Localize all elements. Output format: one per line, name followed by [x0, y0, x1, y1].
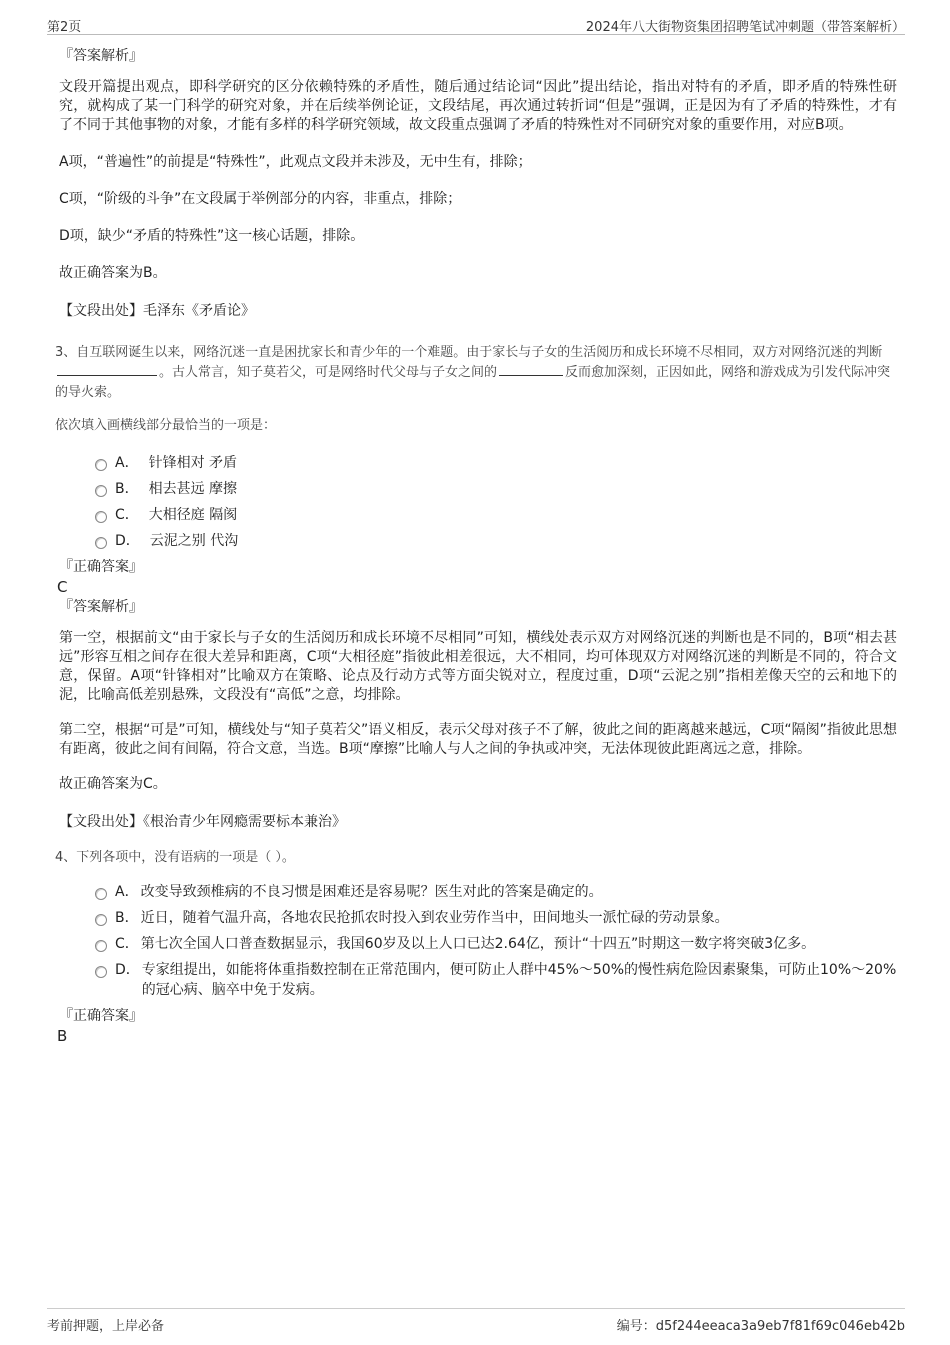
document-id: 编号：d5f244eeaca3a9eb7f81f69c046eb42b: [616, 1319, 905, 1334]
analysis-paragraph: 第一空，根据前文“由于家长与子女的生活阅历和成长环境不尽相同”可知，横线处表示双方对网络沉迷的判断也是不同的，B项“相去甚远”形容互相之间存在很大差异和距离，C项“大相径庭”指彼此相差很远，大不相同，均可体现双方对网络沉迷的判断是不同的，符合文意，保留。A项“针锋相对”比喻双方在策略、论点及行动方式等方面尖锐对立，程度过重，D项“云泥之别”指相差像天空的云和地下的泥，比喻高低差别悬殊，文段没有“高低”之意，均排除。: [59, 630, 897, 703]
radio-button[interactable]: [95, 537, 107, 549]
correct-answer-label: 『正确答案』: [59, 559, 143, 575]
option-c[interactable]: C． 大相径庭 隔阂: [95, 505, 897, 525]
analysis-conclusion: 故正确答案为B。: [59, 265, 167, 281]
analysis-paragraph: C项，“阶级的斗争”在文段属于举例部分的内容，非重点，排除；: [59, 191, 462, 207]
question-3-prompt: 依次填入画横线部分最恰当的一项是：: [55, 418, 277, 433]
analysis-paragraph: 文段开篇提出观点，即科学研究的区分依赖特殊的矛盾性，随后通过结论词“因此”提出结论，指出对特有的矛盾，即矛盾的特殊性研究，就构成了某一门科学的研究对象，并在后续举例论证，文段结尾，再次通过转折词“但是”强调，正是因为有了矛盾的特殊性，才有了不同于其他事物的对象，才能有多样的科学研究领域，故文段重点强调了矛盾的特殊性对不同研究对象的重要作用，对应B项。: [59, 79, 897, 133]
radio-button[interactable]: [95, 511, 107, 523]
page-number: 第2页: [47, 20, 82, 35]
question-3-stem: 3、自互联网诞生以来，网络沉迷一直是困扰家长和青少年的一个难题。由于家长与子女的生活阅历和成长环境不尽相同，双方对网络沉迷的判断。古人常言，知子莫若父，可是网络时代父母与子女之间的 反而愈加深刻，正因如此，网络和游戏成为引发代际冲突的导火索。: [55, 345, 891, 400]
analysis-label: 『答案解析』: [59, 48, 143, 64]
correct-answer: B: [57, 1027, 68, 1045]
radio-button[interactable]: [95, 940, 107, 952]
option-b[interactable]: B． 近日，随着气温升高，各地农民抢抓农时投入到农业劳作当中，田间地头一派忙碌的劳动景象。: [95, 908, 897, 928]
document-body: [57, 46, 897, 1060]
fill-blank-2: [499, 374, 563, 376]
correct-answer: C: [57, 578, 68, 596]
footer-slogan: 考前押题，上岸必备: [47, 1319, 165, 1334]
option-d[interactable]: D． 专家组提出，如能将体重指数控制在正常范围内，便可防止人群中45%～50%的慢性病危险因素聚集，可防止10%～20%的冠心病、脑卒中免于发病。: [95, 960, 897, 1000]
passage-source: 【文段出处】毛泽东《矛盾论》: [59, 303, 255, 319]
radio-button[interactable]: [95, 459, 107, 471]
question-4-options: [95, 882, 897, 1000]
passage-source: 【文段出处】《根治青少年网瘾需要标本兼治》: [59, 814, 346, 830]
option-c[interactable]: C． 第七次全国人口普查数据显示，我国60岁及以上人口已达2.64亿，预计“十四五”时期这一数字将突破3亿多。: [95, 934, 897, 954]
fill-blank-1: [57, 374, 157, 376]
radio-button[interactable]: [95, 914, 107, 926]
option-d[interactable]: D． 云泥之别 代沟: [95, 531, 897, 551]
page-footer: [47, 1308, 905, 1339]
page-header: [47, 14, 905, 35]
analysis-paragraph: 第二空，根据“可是”可知，横线处与“知子莫若父”语义相反，表示父母对孩子不了解，彼此之间的距离越来越远，C项“隔阂”指彼此思想有距离，彼此之间有间隔，符合文意，当选。B项“摩擦”比喻人与人之间的争执或冲突，无法体现彼此距离远之意，排除。: [59, 722, 897, 757]
option-a[interactable]: A． 改变导致颈椎病的不良习惯是困难还是容易呢？医生对此的答案是确定的。: [95, 882, 897, 902]
document-title: 2024年八大街物资集团招聘笔试冲刺题（带答案解析）: [585, 20, 905, 35]
question-3-options: [95, 453, 897, 551]
analysis-label: 『答案解析』: [59, 599, 143, 615]
option-a[interactable]: A． 针锋相对 矛盾: [95, 453, 897, 473]
option-b[interactable]: B． 相去甚远 摩擦: [95, 479, 897, 499]
radio-button[interactable]: [95, 966, 107, 978]
question-4-stem: 4、下列各项中，没有语病的一项是（ ）。: [55, 850, 295, 865]
analysis-paragraph: D项，缺少“矛盾的特殊性”这一核心话题，排除。: [59, 228, 365, 244]
radio-button[interactable]: [95, 888, 107, 900]
radio-button[interactable]: [95, 485, 107, 497]
correct-answer-label: 『正确答案』: [59, 1008, 143, 1024]
analysis-paragraph: A项，“普遍性”的前提是“特殊性”，此观点文段并未涉及，无中生有，排除；: [59, 154, 532, 170]
analysis-conclusion: 故正确答案为C。: [59, 776, 167, 792]
